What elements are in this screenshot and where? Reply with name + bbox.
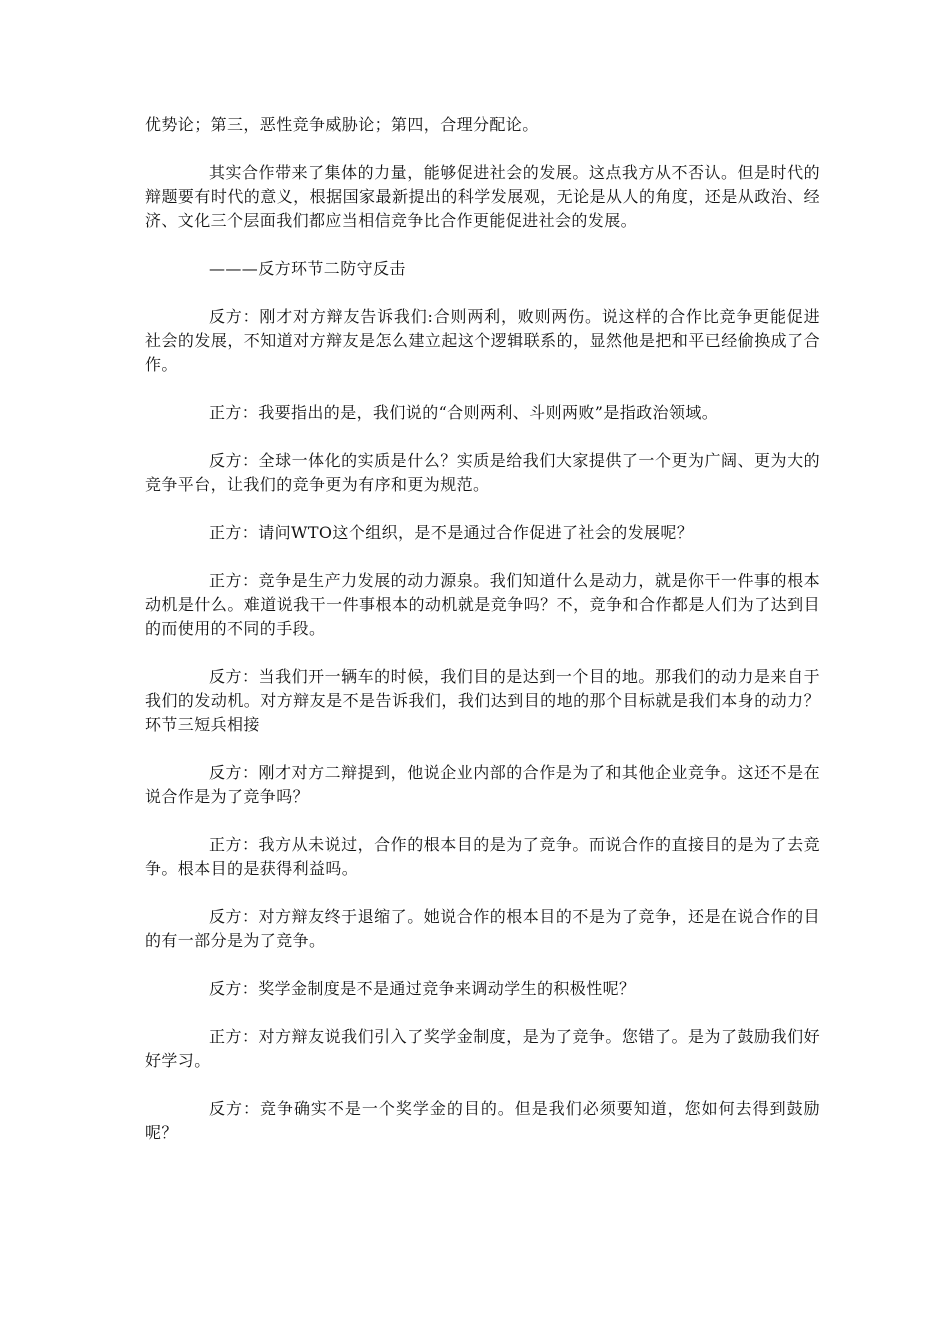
paragraph-8: 正方：竞争是生产力发展的动力源泉。我们知道什么是动力，就是你干一件事的根本动机是什么。难道说我干一件事根本的动机就是竞争吗？不，竞争和合作都是人们为了达到目的而使用的不同的手段。: [145, 571, 820, 638]
section-heading: ———反方环节二防守反击: [209, 259, 406, 278]
paragraph-14: 正方：对方辩友说我们引入了奖学金制度，是为了竞争。您错了。是为了鼓励我们好好学习。: [145, 1027, 820, 1070]
document-body: [145, 113, 820, 1169]
paragraph-5: 正方：我要指出的是，我们说的“合则两利、斗则两败”是指政治领域。: [209, 403, 719, 422]
paragraph-15: 反方：竞争确实不是一个奖学金的目的。但是我们必须要知道，您如何去得到鼓励呢？: [145, 1099, 820, 1142]
paragraph-2: 其实合作带来了集体的力量，能够促进社会的发展。这点我方从不否认。但是时代的辩题要有时代的意义，根据国家最新提出的科学发展观，无论是从人的角度，还是从政治、经济、文化三个层面我们都应当相信竞争比合作更能促进社会的发展。: [145, 163, 820, 230]
paragraph-4: 反方：刚才对方辩友告诉我们:合则两利，败则两伤。说这样的合作比竞争更能促进社会的发展，不知道对方辩友是怎么建立起这个逻辑联系的，显然他是把和平已经偷换成了合作。: [145, 307, 820, 374]
paragraph-10: 反方：刚才对方二辩提到，他说企业内部的合作是为了和其他企业竞争。这还不是在说合作是为了竞争吗？: [145, 763, 820, 806]
paragraph-11: 正方：我方从未说过，合作的根本目的是为了竞争。而说合作的直接目的是为了去竞争。根本目的是获得利益吗。: [145, 835, 820, 878]
paragraph-9: 反方：当我们开一辆车的时候，我们目的是达到一个目的地。那我们的动力是来自于我们的发动机。对方辩友是不是告诉我们，我们达到目的地的那个目标就是我们本身的动力？环节三短兵相接: [145, 667, 820, 734]
paragraph-1: 优势论；第三，恶性竞争威胁论；第四，合理分配论。: [145, 115, 539, 134]
paragraph-7: 正方：请问WTO这个组织，是不是通过合作促进了社会的发展呢？: [209, 523, 694, 542]
paragraph-6: 反方：全球一体化的实质是什么？实质是给我们大家提供了一个更为广阔、更为大的竞争平台，让我们的竞争更为有序和更为规范。: [145, 451, 820, 494]
paragraph-13: 反方：奖学金制度是不是通过竞争来调动学生的积极性呢？: [209, 979, 636, 998]
paragraph-12: 反方：对方辩友终于退缩了。她说合作的根本目的不是为了竞争，还是在说合作的目的有一部分是为了竞争。: [145, 907, 820, 950]
